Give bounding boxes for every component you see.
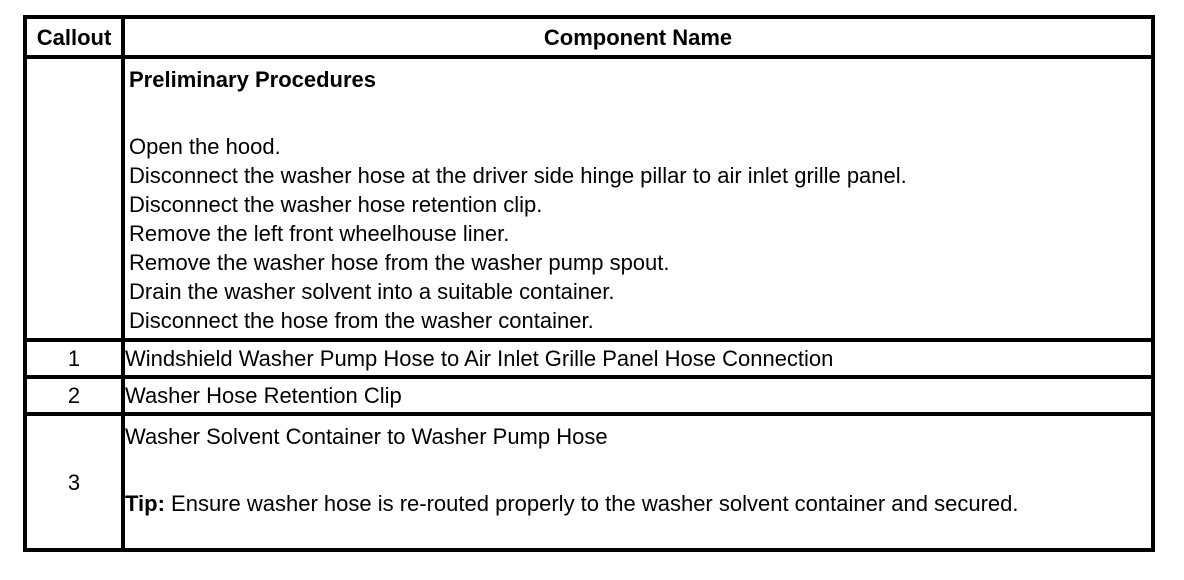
component-name: Windshield Washer Pump Hose to Air Inlet Grille Panel Hose Connection bbox=[123, 340, 1153, 377]
preliminary-step: Remove the left front wheelhouse liner. bbox=[129, 221, 510, 246]
callout-number: 1 bbox=[25, 340, 123, 377]
preliminary-step: Disconnect the washer hose retention clip. bbox=[129, 192, 543, 217]
preliminary-step: Disconnect the washer hose at the driver side hinge pillar to air inlet grille panel. bbox=[129, 163, 907, 188]
preliminary-callout-cell bbox=[25, 57, 123, 340]
callout-table bbox=[23, 15, 1155, 552]
header-row bbox=[25, 17, 1153, 57]
preliminary-row bbox=[25, 57, 1153, 340]
header-component-name: Component Name bbox=[123, 17, 1153, 57]
tip-note bbox=[125, 489, 1151, 518]
preliminary-step: Drain the washer solvent into a suitable container. bbox=[129, 279, 615, 304]
table-row bbox=[25, 377, 1153, 414]
table-row bbox=[25, 414, 1153, 550]
component-name: Washer Solvent Container to Washer Pump Hose bbox=[125, 424, 608, 449]
table-row bbox=[25, 340, 1153, 377]
preliminary-step: Disconnect the hose from the washer container. bbox=[129, 308, 594, 333]
component-cell bbox=[123, 414, 1153, 550]
preliminary-cell bbox=[123, 57, 1153, 340]
preliminary-step: Remove the washer hose from the washer pump spout. bbox=[129, 250, 670, 275]
component-name: Washer Hose Retention Clip bbox=[123, 377, 1153, 414]
preliminary-step: Open the hood. bbox=[129, 134, 281, 159]
header-callout: Callout bbox=[25, 17, 123, 57]
tip-text: Ensure washer hose is re-routed properly to the washer solvent container and secured. bbox=[164, 491, 1019, 516]
callout-number: 2 bbox=[25, 377, 123, 414]
callout-number: 3 bbox=[25, 414, 123, 550]
tip-label: Tip: bbox=[125, 491, 165, 516]
preliminary-steps bbox=[129, 132, 1151, 335]
preliminary-title: Preliminary Procedures bbox=[129, 67, 377, 92]
